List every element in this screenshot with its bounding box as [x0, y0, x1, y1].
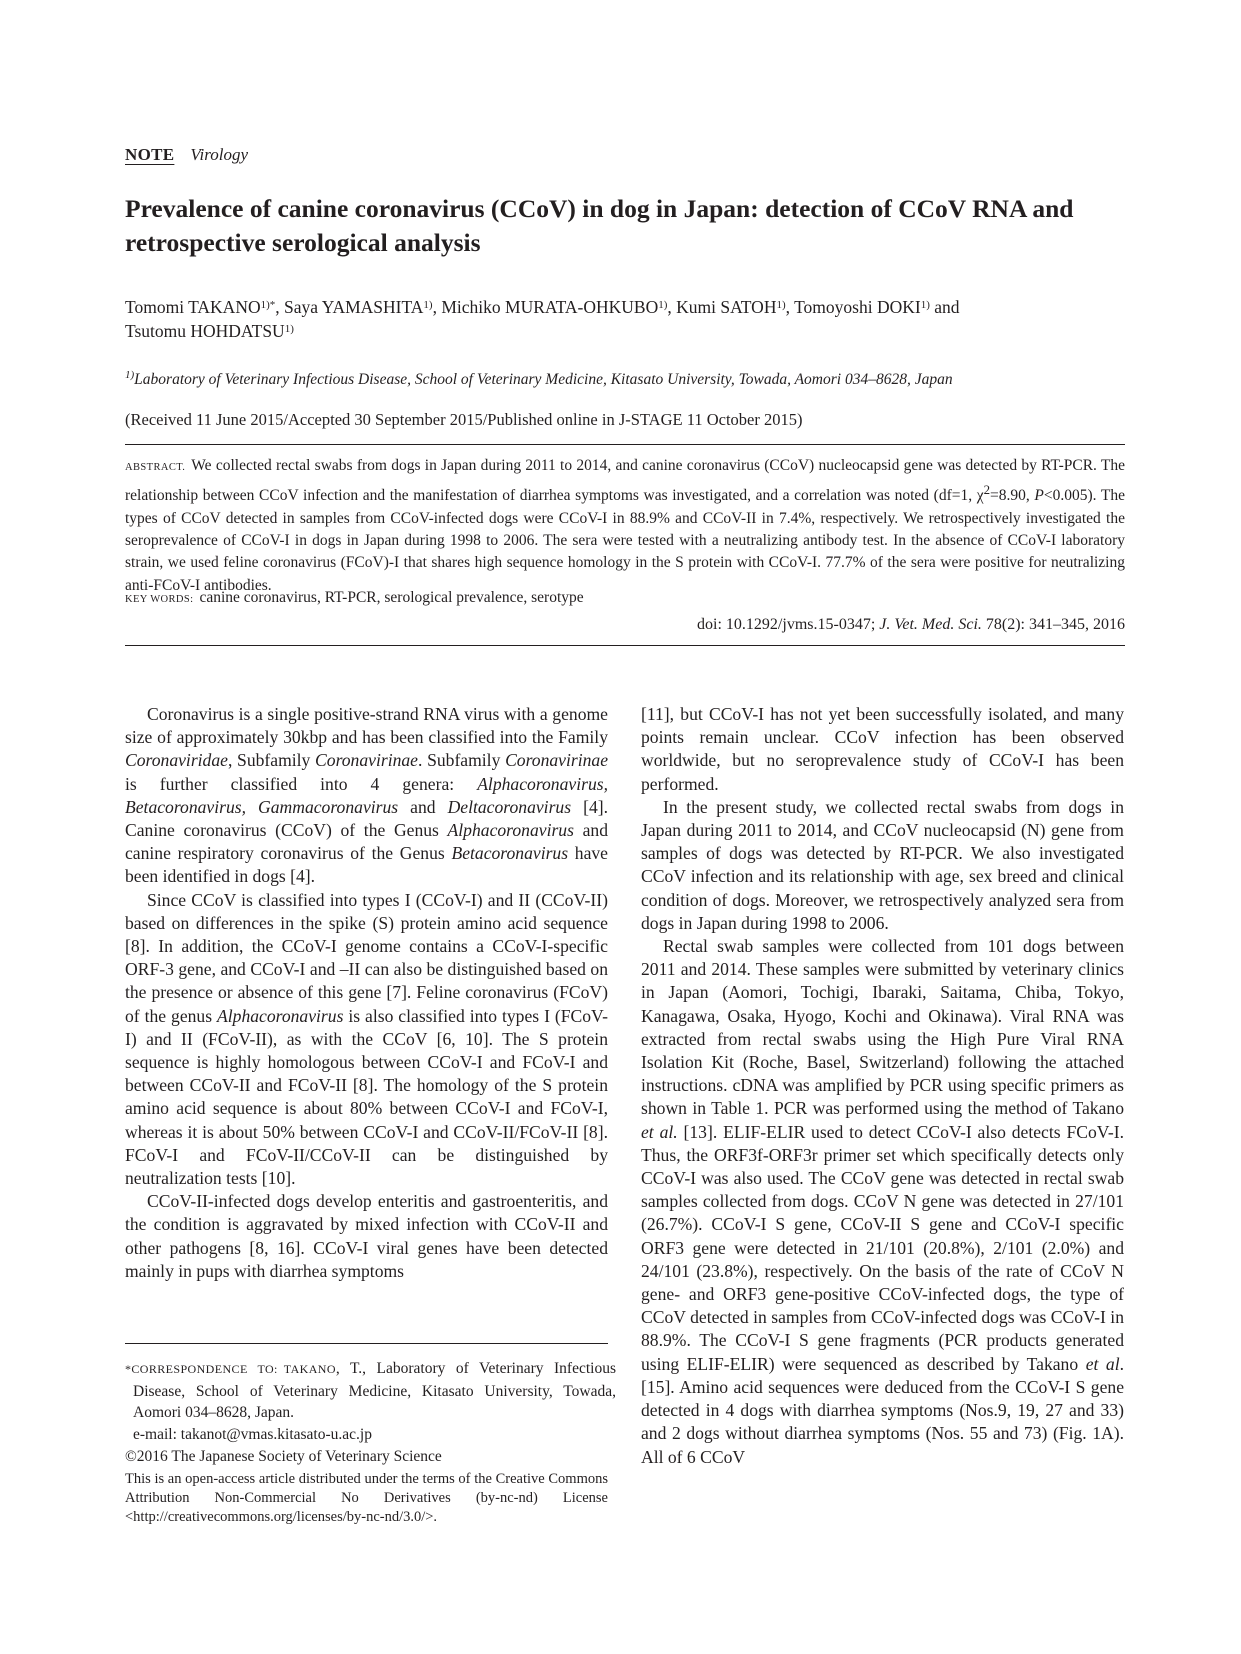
correspondence-label: *CORRESPONDENCE TO:: [125, 1362, 278, 1376]
keywords-text: canine coronavirus, RT-PCR, serological prevalence, serotype: [199, 589, 584, 606]
correspondence-text: , T., Laboratory of Veterinary Infectious Disease, School of Veterinary Medicine, Kitasato University, Towada, Aomori 034–8628, Japan.: [133, 1360, 616, 1421]
affil-marker: 1): [284, 323, 294, 335]
chi-square-exponent: 2: [983, 482, 991, 498]
body-paragraph: CCoV-II-infected dogs develop enteritis and gastroenteritis, and the condition is aggravated by mixed infection with CCoV-II and other pathogens [8, 16]. CCoV-I viral genes have been detected mainly in pups with diarrhea symptoms: [125, 1191, 608, 1281]
correspondence-footnote: [125, 1358, 616, 1445]
journal-name: J. Vet. Med. Sci.: [879, 616, 982, 633]
received-dates: (Received 11 June 2015/Accepted 30 September 2015/Published online in J-STAGE 11 October 2015): [125, 410, 803, 429]
abstract-text: We collected rectal swabs from dogs in Japan during 2011 to 2014, and canine coronavirus (CCoV) nucleocapsid gene was detected by RT-PCR. The relationship between CCoV infection and the manifestation of diarrhea symptoms was investigated, and a correlation was noted (df=1, χ: [125, 457, 1125, 505]
abstract-text: =8.90,: [990, 487, 1035, 505]
body-paragraph: Coronavirus is a single positive-strand RNA virus with a genome size of approximately 30kbp and has been classified into the Family Coronaviridae, Subfamily Coronavirinae. Subfamily Coronavirinae is further classified into 4 genera: Alphacoronavirus, Betacoronavirus, Gammacoronavirus and Deltacoronavirus [4]. Canine coronavirus (CCoV) of the Genus Alphacoronavirus and canine respiratory coronavirus of the Genus Betacoronavirus have been identified in dogs [4].: [125, 704, 609, 887]
author-name: Tsutomu HOHDATSU: [125, 321, 285, 341]
p-value-symbol: P: [1034, 487, 1044, 505]
body-paragraph: Rectal swab samples were collected from 101 dogs between 2011 and 2014. These samples were submitted by veterinary clinics in Japan (Aomori, Tochigi, Ibaraki, Saitama, Chiba, Tokyo, Kanagawa, Osaka, Hyogo, Kochi and Okinawa). Viral RNA was extracted from rectal swabs using the High Pure Viral RNA Isolation Kit (Roche, Basel, Switzerland) following the attached instructions. cDNA was amplified by PCR using specific primers as shown in Table 1. PCR was performed using the method of Takano et al. [13]. ELIF-ELIR used to detect CCoV-I also detects FCoV-I. Thus, the ORF3f-ORF3r primer set which specifically detects only CCoV-I was also used. The CCoV gene was detected in rectal swab samples collected from dogs. CCoV N gene was detected in 27/101 (26.7%). CCoV-I S gene, CCoV-II S gene and CCoV-I specific ORF3 gene were detected in 21/101 (20.8%), 2/101 (2.0%) and 24/101 (23.8%), respectively. On the basis of the rate of CCoV N gene- and ORF3 gene-positive CCoV-infected dogs, the type of CCoV detected in samples from CCoV-infected dogs was CCoV-I in 88.9%. The CCoV-I S gene fragments (PCR products generated using ELIF-ELIR) were sequenced as described by Takano et al. [15]. Amino acid sequences were deduced from the CCoV-I S gene detected in 4 dogs with diarrhea symptoms (Nos.9, 19, 27 and 33) and 2 dogs without diarrhea symptoms (Nos. 55 and 73) (Fig. 1A). All of 6 CCoV: [641, 936, 1125, 1467]
article-type-label: [125, 145, 248, 165]
affil-marker: 1): [776, 299, 786, 311]
correspondence-email: e-mail: takanot@vmas.kitasato-u.ac.jp: [133, 1425, 372, 1443]
keywords: [125, 589, 1125, 607]
doi-citation: [697, 616, 1125, 634]
affil-marker: 1)*: [260, 299, 276, 311]
author-conjunction: and: [929, 297, 960, 317]
affiliation: [125, 371, 1125, 389]
doi: doi: 10.1292/jvms.15-0347;: [697, 616, 880, 633]
body-paragraph: Since CCoV is classified into types I (CCoV-I) and II (CCoV-II) based on differences in the spike (S) protein amino acid sequence [8]. In addition, the CCoV-I genome contains a CCoV-I-specific ORF-3 gene, and CCoV-I and –II can also be distinguished based on the presence or absence of this gene [7]. Feline coronavirus (FCoV) of the genus Alphacoronavirus is also classified into types I (FCoV-I) and II (FCoV-II), as with the CCoV [6, 10]. The S protein sequence is highly homologous between CCoV-I and FCoV-I and between CCoV-II and FCoV-II [8]. The homology of the S protein amino acid sequence is about 80% between CCoV-I and FCoV-I, whereas it is about 50% between CCoV-I and CCoV-II/FCoV-II [8]. FCoV-I and FCoV-II/CCoV-II can be distinguished by neutralization tests [10].: [125, 889, 608, 1189]
affil-marker: 1): [658, 299, 668, 311]
article-title: Prevalence of canine coronavirus (CCoV) in dog in Japan: detection of CCoV RNA and retrospective serological analysis: [125, 194, 1074, 257]
keywords-label: KEY WORDS:: [125, 594, 194, 605]
abstract-text: <0.005). The types of CCoV detected in samples from CCoV-infected dogs were CCoV-I in 88.9% and CCoV-II in 7.4%, respectively. We retrospectively investigated the seroprevalence of CCoV-I in dogs in Japan during 1998 to 2006. The sera were tested with a neutralizing antibody test. In the absence of CCoV-I laboratory strain, we used feline coronavirus (FCoV)-I that shares high sequence homology in the S protein with CCoV-I. 77.7% of the sera were positive for neutralizing anti-FCoV-I antibodies.: [125, 487, 1125, 594]
body-paragraph: [11], but CCoV-I has not yet been successfully isolated, and many points remain unclear. CCoV infection has been observed worldwide, but no seroprevalence study of CCoV-I has been performed.: [641, 704, 1124, 794]
copyright: ©2016 The Japanese Society of Veterinary Science: [125, 1448, 442, 1465]
affil-marker: 1): [920, 299, 930, 311]
abstract-bottom-rule: [125, 645, 1125, 646]
author-name: , Saya YAMASHITA: [275, 297, 424, 317]
body-column-right: [641, 703, 1124, 1469]
author-list: [125, 295, 1125, 343]
correspondence-name: TAKANO: [283, 1362, 336, 1376]
abstract: [125, 455, 1125, 597]
license-text: This is an open-access article distributed under the terms of the Creative Commons Attribution Non-Commercial No Derivatives (by-nc-nd) License <http://creativecommons.org/licenses/by-nc-nd/3.0/>.: [125, 1471, 608, 1525]
author-name: , Tomoyoshi DOKI: [785, 297, 921, 317]
author-name: , Kumi SATOH: [667, 297, 777, 317]
body-paragraph: In the present study, we collected rectal swabs from dogs in Japan during 2011 to 2014, and CCoV nucleocapsid (N) gene from samples of dogs was detected by RT-PCR. We also investigated CCoV infection and its relationship with age, sex breed and clinical condition of dogs. Moreover, we retrospectively analyzed sera from dogs in Japan during 1998 to 2006.: [641, 796, 1124, 933]
abstract-top-rule: [125, 444, 1125, 445]
abstract-label: ABSTRACT.: [125, 462, 186, 473]
affiliation-text: Laboratory of Veterinary Infectious Disease, School of Veterinary Medicine, Kitasato University, Towada, Aomori 034–8628, Japan: [134, 371, 953, 388]
author-name: Tomomi TAKANO: [125, 297, 261, 317]
body-column-left: [125, 703, 608, 1283]
footnote-rule: [125, 1343, 608, 1344]
note-label: NOTE: [125, 145, 175, 164]
author-name: , Michiko MURATA-OHKUBO: [432, 297, 659, 317]
affil-marker: 1): [423, 299, 433, 311]
section-label: Virology: [190, 145, 248, 164]
volume-pages: 78(2): 341–345, 2016: [981, 616, 1125, 633]
affil-marker: 1): [125, 369, 135, 381]
